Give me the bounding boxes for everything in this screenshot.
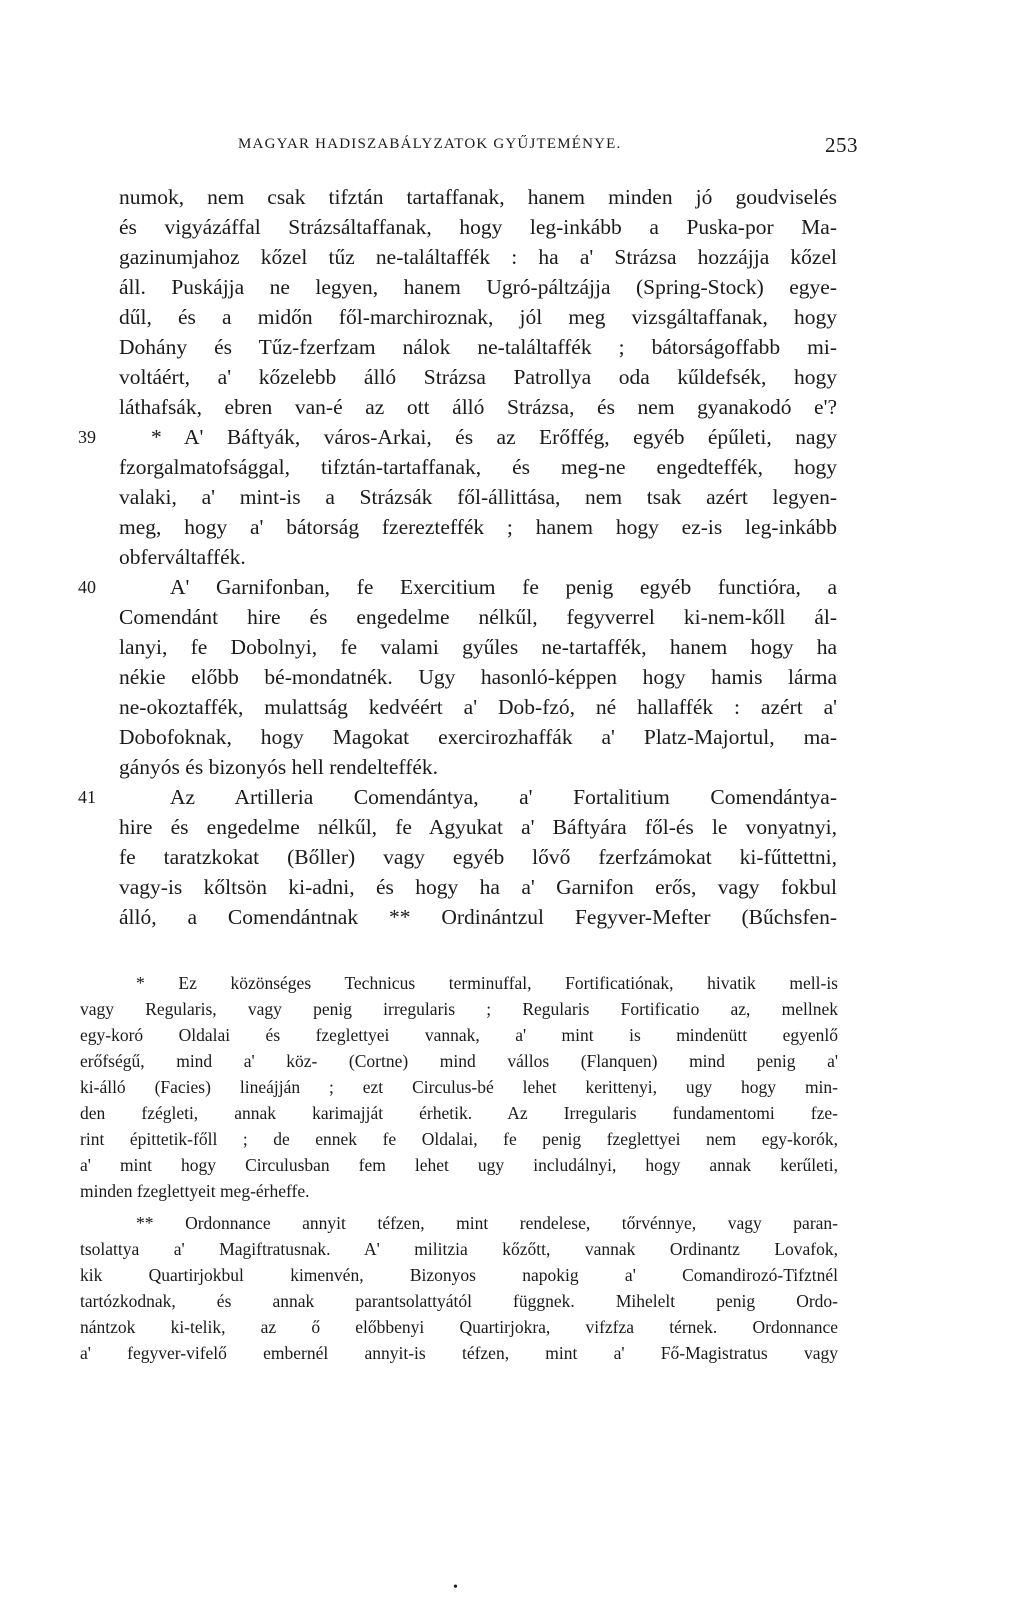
page-header	[238, 133, 858, 160]
footnote-line: tartózkodnak, és annak parantsolattyától függnek. Mihelelt penig Ordo-	[80, 1291, 838, 1311]
text-line: obferváltaffék.	[119, 545, 246, 569]
footnote-line: egy-koró Oldalai és fzeglettyei vannak, a' mint is mindenütt egyenlő	[80, 1025, 838, 1045]
text-line: láthafsák, ebren van-é az ott álló Strázsa, és nem gyanakodó e'?	[119, 395, 837, 419]
footnote-line: ** Ordonnance annyit téfzen, mint rendelese, tőrvénnye, vagy paran-	[136, 1213, 838, 1233]
margin-number-41: 41	[78, 787, 96, 807]
text-line: ne-okoztaffék, mulattság kedvéért a' Dob-fzó, né hallaffék : azért a'	[119, 695, 837, 719]
footnote-line: den fzégleti, annak karimajját érhetik. Az Irregularis fundamentomi fze-	[80, 1103, 838, 1123]
text-line: Comendánt hire és engedelme nélkűl, fegyverrel ki-nem-kőll ál-	[119, 605, 837, 629]
signature-mark: •	[453, 1580, 458, 1595]
footnote-line: a' mint hogy Circulusban fem lehet ugy includálnyi, hogy annak kerűleti,	[80, 1155, 838, 1175]
text-line: numok, nem csak tifztán tartaffanak, hanem minden jó goudviselés	[119, 185, 837, 209]
running-title: MAGYAR HADISZABÁLYZATOK GYŰJTEMÉNYE.	[238, 136, 622, 152]
footnote-line: kik Quartirjokbul kimenvén, Bizonyos napokig a' Comandirozó-Tifztnél	[80, 1265, 838, 1285]
text-line: vagy-is kőltsön ki-adni, és hogy ha a' Garnifon erős, vagy fokbul	[119, 875, 837, 899]
text-line: gazinumjahoz kőzel tűz ne-találtaffék : ha a' Strázsa hozzájja kőzel	[119, 245, 837, 269]
text-line: nékie előbb bé-mondatnék. Ugy hasonló-képpen hogy hamis lárma	[119, 665, 837, 689]
footnote-line: rint épittetik-főll ; de ennek fe Oldalai, fe penig fzeglettyei nem egy-korók,	[80, 1129, 838, 1149]
text-line: meg, hogy a' bátorság fzerezteffék ; hanem hogy ez-is leg-inkább	[119, 515, 837, 539]
text-line: és vigyázáffal Strázsáltaffanak, hogy leg-inkább a Puska-por Ma-	[119, 215, 837, 239]
text-line: voltáért, a' kőzelebb álló Strázsa Patrollya oda kűldefsék, hogy	[119, 365, 837, 389]
text-line: Dobofoknak, hogy Magokat exercirozhaffák a' Platz-Majortul, ma-	[119, 725, 837, 749]
text-line: áll. Puskájja ne legyen, hanem Ugró-páltzájja (Spring-Stock) egye-	[119, 275, 837, 299]
footnote-line: a' fegyver-vifelő embernél annyit-is téfzen, mint a' Fő-Magistratus vagy	[80, 1343, 838, 1363]
text-line: A' Garnifonban, fe Exercitium fe penig egyéb functióra, a	[170, 575, 837, 599]
footnote-line: tsolattya a' Magiftratusnak. A' militzia kőzőtt, vannak Ordinantz Lovafok,	[80, 1239, 838, 1259]
text-line: gányós és bizonyós hell rendelteffék.	[119, 755, 439, 779]
text-line: lanyi, fe Dobolnyi, fe valami gyűles ne-tartaffék, hanem hogy ha	[119, 635, 837, 659]
text-line: dűl, és a midőn fől-marchiroznak, jól meg vizsgáltaffanak, hogy	[119, 305, 837, 329]
footnote-line: minden fzeglettyeit meg-érheffe.	[80, 1181, 310, 1201]
footnote-line: nántzok ki-telik, az ő előbbenyi Quartirjokra, vifzfza térnek. Ordonnance	[80, 1317, 838, 1337]
text-line: hire és engedelme nélkűl, fe Agyukat a' Báftyára fől-és le vonyatnyi,	[119, 815, 837, 839]
margin-number-39: 39	[78, 427, 96, 447]
footnote-line: vagy Regularis, vagy penig irregularis ; Regularis Fortificatio az, mellnek	[80, 999, 838, 1019]
footnote-line: * Ez közönséges Technicus terminuffal, Fortificatiónak, hivatik mell-is	[136, 973, 838, 993]
text-line: Dohány és Tűz-fzerfzam nálok ne-találtaffék ; bátorságoffabb mi-	[119, 335, 837, 359]
footnote-line: ki-álló (Facies) lineájján ; ezt Circulus-bé lehet kerittenyi, ugy hogy min-	[80, 1077, 838, 1097]
page-number: 253	[825, 133, 858, 157]
text-line: Az Artilleria Comendántya, a' Fortalitium Comendántya-	[170, 785, 837, 809]
footnote-line: erőfségű, mind a' köz- (Cortne) mind vállos (Flanquen) mind penig a'	[80, 1051, 838, 1071]
text-line: valaki, a' mint-is a Strázsák fől-állittása, nem tsak azért legyen-	[119, 485, 837, 509]
text-line: fe taratzkokat (Bőller) vagy egyéb lővő fzerfzámokat ki-fűttettni,	[119, 845, 837, 869]
text-line: álló, a Comendántnak ** Ordinántzul Fegyver-Mefter (Bűchsfen-	[119, 905, 837, 929]
text-line: * A' Báftyák, város-Arkai, és az Erőffég, egyéb épűleti, nagy	[151, 425, 837, 449]
text-line: fzorgalmatofsággal, tifztán-tartaffanak, és meg-ne engedteffék, hogy	[119, 455, 837, 479]
margin-number-40: 40	[78, 577, 96, 597]
